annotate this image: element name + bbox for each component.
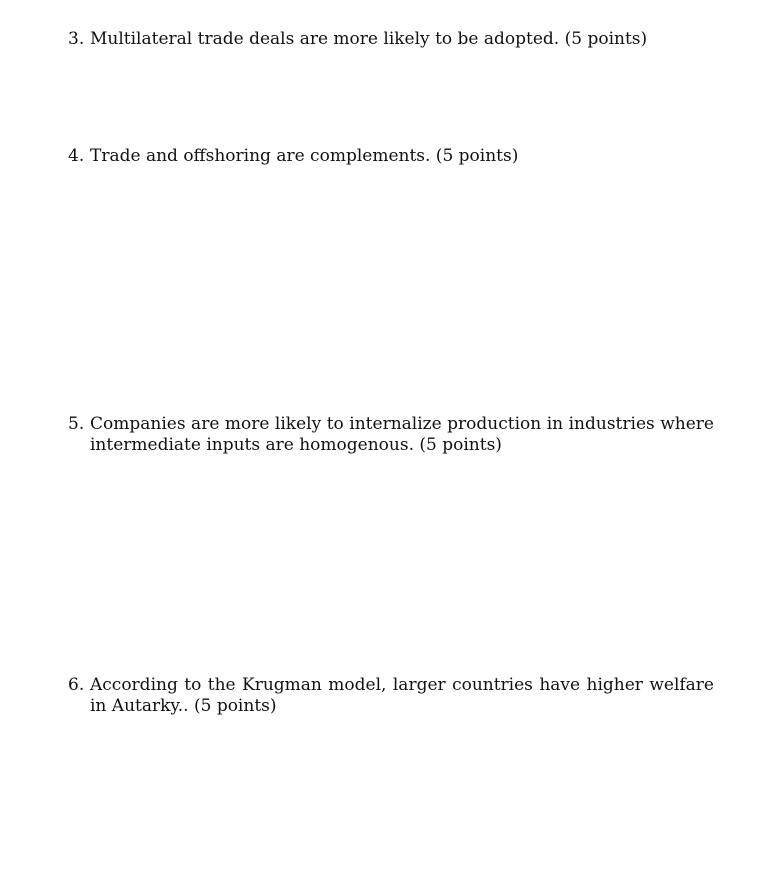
- question-text: Companies are more likely to internalize production in industries where intermediate inputs are homogenous. (5 points): [90, 414, 714, 455]
- question-3: [68, 29, 714, 50]
- question-text: According to the Krugman model, larger countries have higher welfare in Autarky.. (5 points): [90, 675, 714, 716]
- question-number: 5.: [68, 414, 85, 434]
- question-5: [68, 414, 714, 456]
- question-number: 6.: [68, 675, 85, 695]
- question-4: [68, 146, 714, 167]
- question-6: [68, 675, 714, 717]
- question-number: 4.: [68, 146, 85, 166]
- question-number: 3.: [68, 29, 85, 49]
- question-text: Multilateral trade deals are more likely to be adopted. (5 points): [90, 29, 648, 49]
- question-text: Trade and offshoring are complements. (5 points): [90, 146, 519, 166]
